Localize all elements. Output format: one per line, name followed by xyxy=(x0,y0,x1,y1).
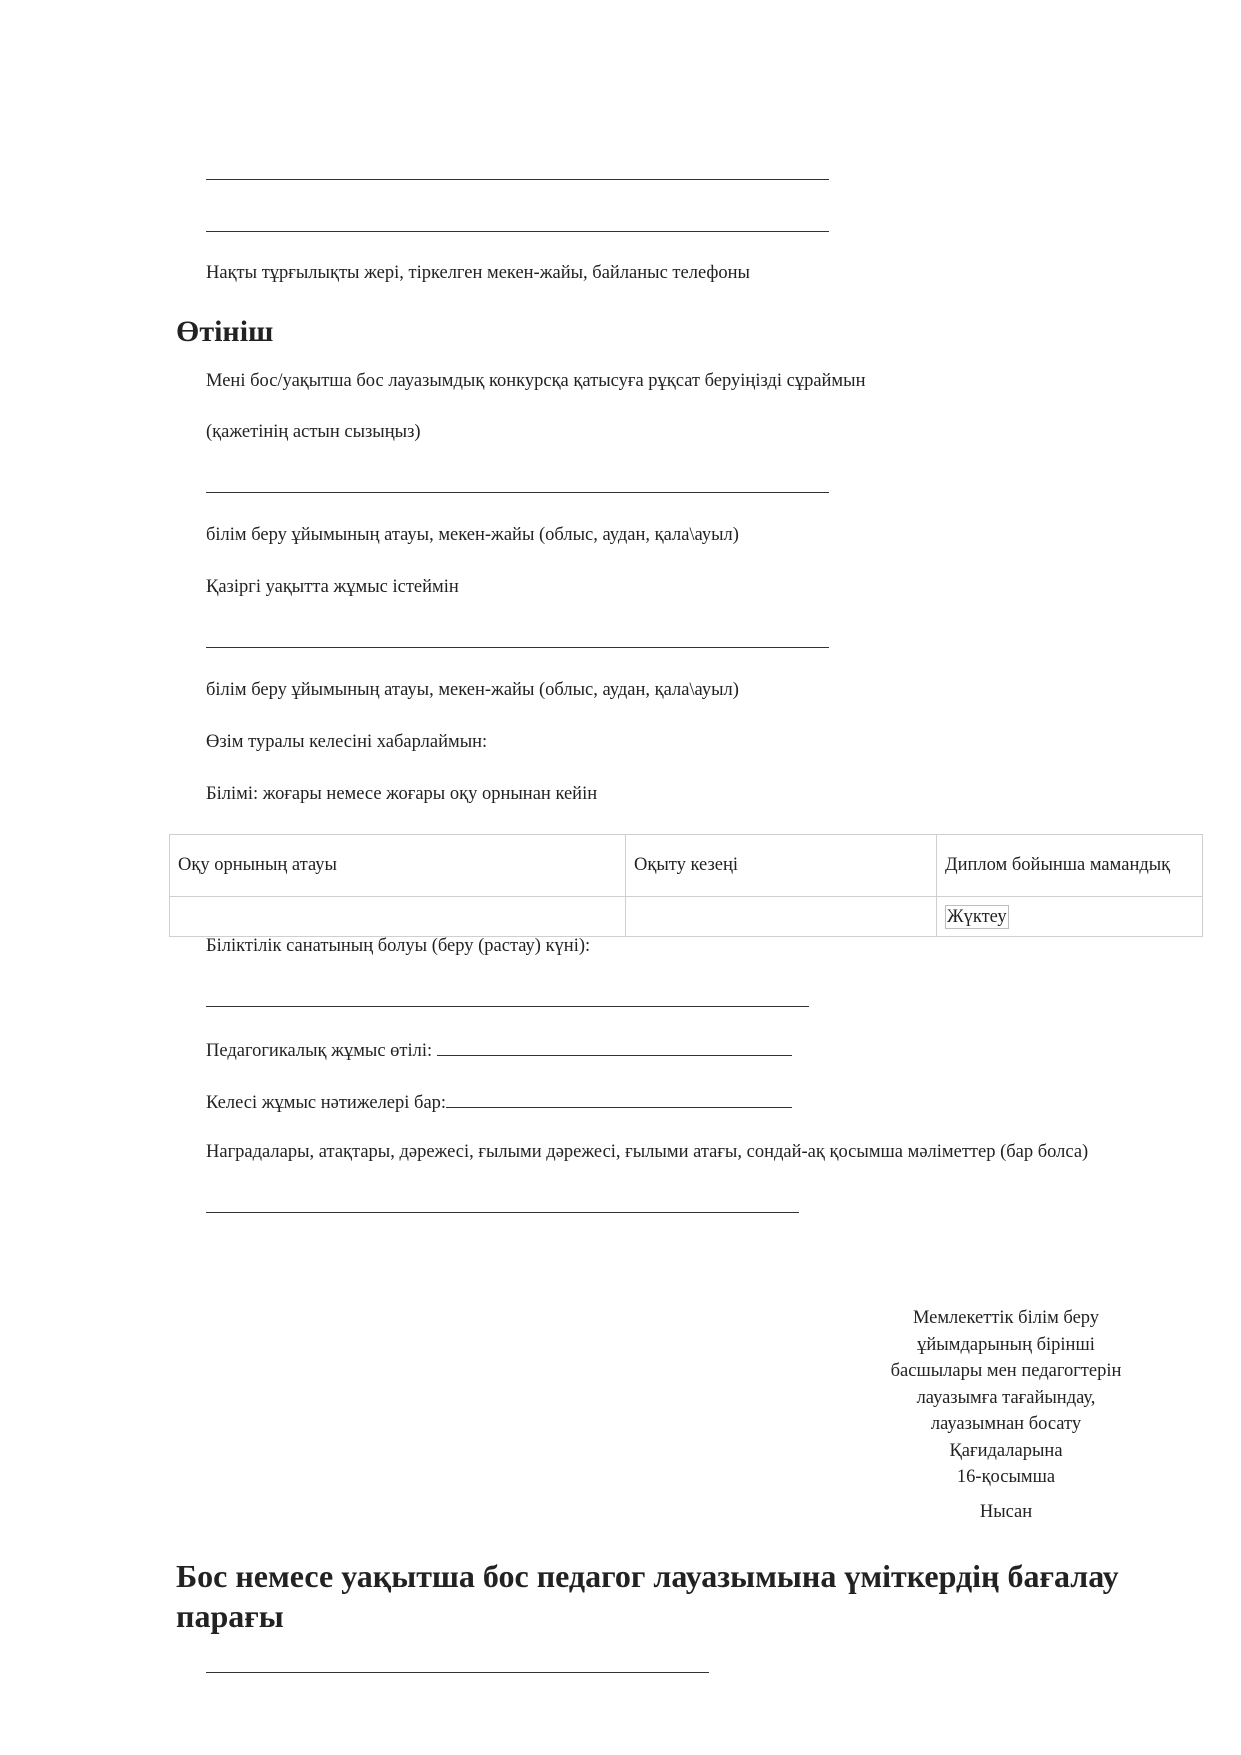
about-me-text: Өзім туралы келесіні хабарлаймын: xyxy=(206,732,488,752)
table-header-row xyxy=(170,835,1203,897)
request-text: Мені бос/уақытша бос лауазымдық конкурсқа қатысуға рұқсат беруіңізді сұраймын xyxy=(206,371,866,391)
experience-label: Педагогикалық жұмыс өтілі: xyxy=(206,1041,437,1061)
annex-line: 16-қосымша xyxy=(956,1467,1056,1487)
experience-field[interactable] xyxy=(437,1037,792,1056)
address-caption: Нақты тұрғылықты жері, тіркелген мекен-жайы, байланыс телефоны xyxy=(206,263,750,283)
annex-line: лауазымнан босату xyxy=(930,1414,1082,1434)
underline-note: (қажетінің астын сызыңыз) xyxy=(206,422,421,442)
statement-heading: Өтініш xyxy=(176,315,274,348)
blank-line-2[interactable] xyxy=(206,231,829,232)
blank-line-org-1[interactable] xyxy=(206,492,829,493)
annex-line: лауазымға тағайындау, xyxy=(916,1387,1096,1408)
form-label: Нысан xyxy=(979,1501,1033,1522)
experience-row xyxy=(206,1037,792,1062)
table-header-cell: Оқыту кезеңі xyxy=(626,835,937,897)
annex-line: басшылары мен педагогтерін xyxy=(890,1361,1122,1381)
table-row xyxy=(170,897,1203,937)
table-header-cell: Диплом бойынша мамандық xyxy=(937,835,1203,897)
org-caption-1: білім беру ұйымының атауы, мекен-жайы (облыс, аудан, қала\ауыл) xyxy=(206,525,739,545)
table-header-cell: Оқу орнының атауы xyxy=(170,835,626,897)
annex-line: Қағидаларына xyxy=(949,1440,1063,1461)
annex-block xyxy=(856,1305,1156,1525)
org-caption-2: білім беру ұйымының атауы, мекен-жайы (облыс, аудан, қала\ауыл) xyxy=(206,680,739,700)
specialty-cell xyxy=(937,897,1203,937)
blank-line-org-2[interactable] xyxy=(206,647,829,648)
education-level-text: Білімі: жоғары немесе жоғары оқу орнынан кейін xyxy=(206,784,598,804)
awards-label: Наградалары, атақтары, дәрежесі, ғылыми дәрежесі, ғылыми атағы, сондай-ақ қосымша мәліметтер (бар болса) xyxy=(206,1142,1089,1162)
blank-line-1[interactable] xyxy=(206,179,829,180)
results-field[interactable] xyxy=(446,1089,792,1108)
qualification-line[interactable] xyxy=(206,1006,809,1007)
study-period-cell[interactable] xyxy=(626,897,937,937)
results-row xyxy=(206,1089,792,1114)
results-label: Келесі жұмыс нәтижелері бар: xyxy=(206,1093,447,1113)
annex-line: Мемлекеттік білім беру xyxy=(912,1308,1100,1328)
evaluation-title: Бос немесе уақытша бос педагог лауазымына үміткердің бағалау парағы xyxy=(176,1558,1119,1634)
awards-line[interactable] xyxy=(206,1212,799,1213)
institution-cell[interactable] xyxy=(170,897,626,937)
evaluation-line[interactable] xyxy=(206,1672,709,1673)
qualification-label: Біліктілік санатының болуы (беру (растау) күні): xyxy=(206,936,591,956)
currently-working-text: Қазіргі уақытта жұмыс істеймін xyxy=(206,577,459,597)
upload-button[interactable]: Жүктеу xyxy=(947,906,1007,927)
education-table xyxy=(169,834,1203,937)
annex-line: ұйымдарының бірінші xyxy=(917,1334,1095,1355)
